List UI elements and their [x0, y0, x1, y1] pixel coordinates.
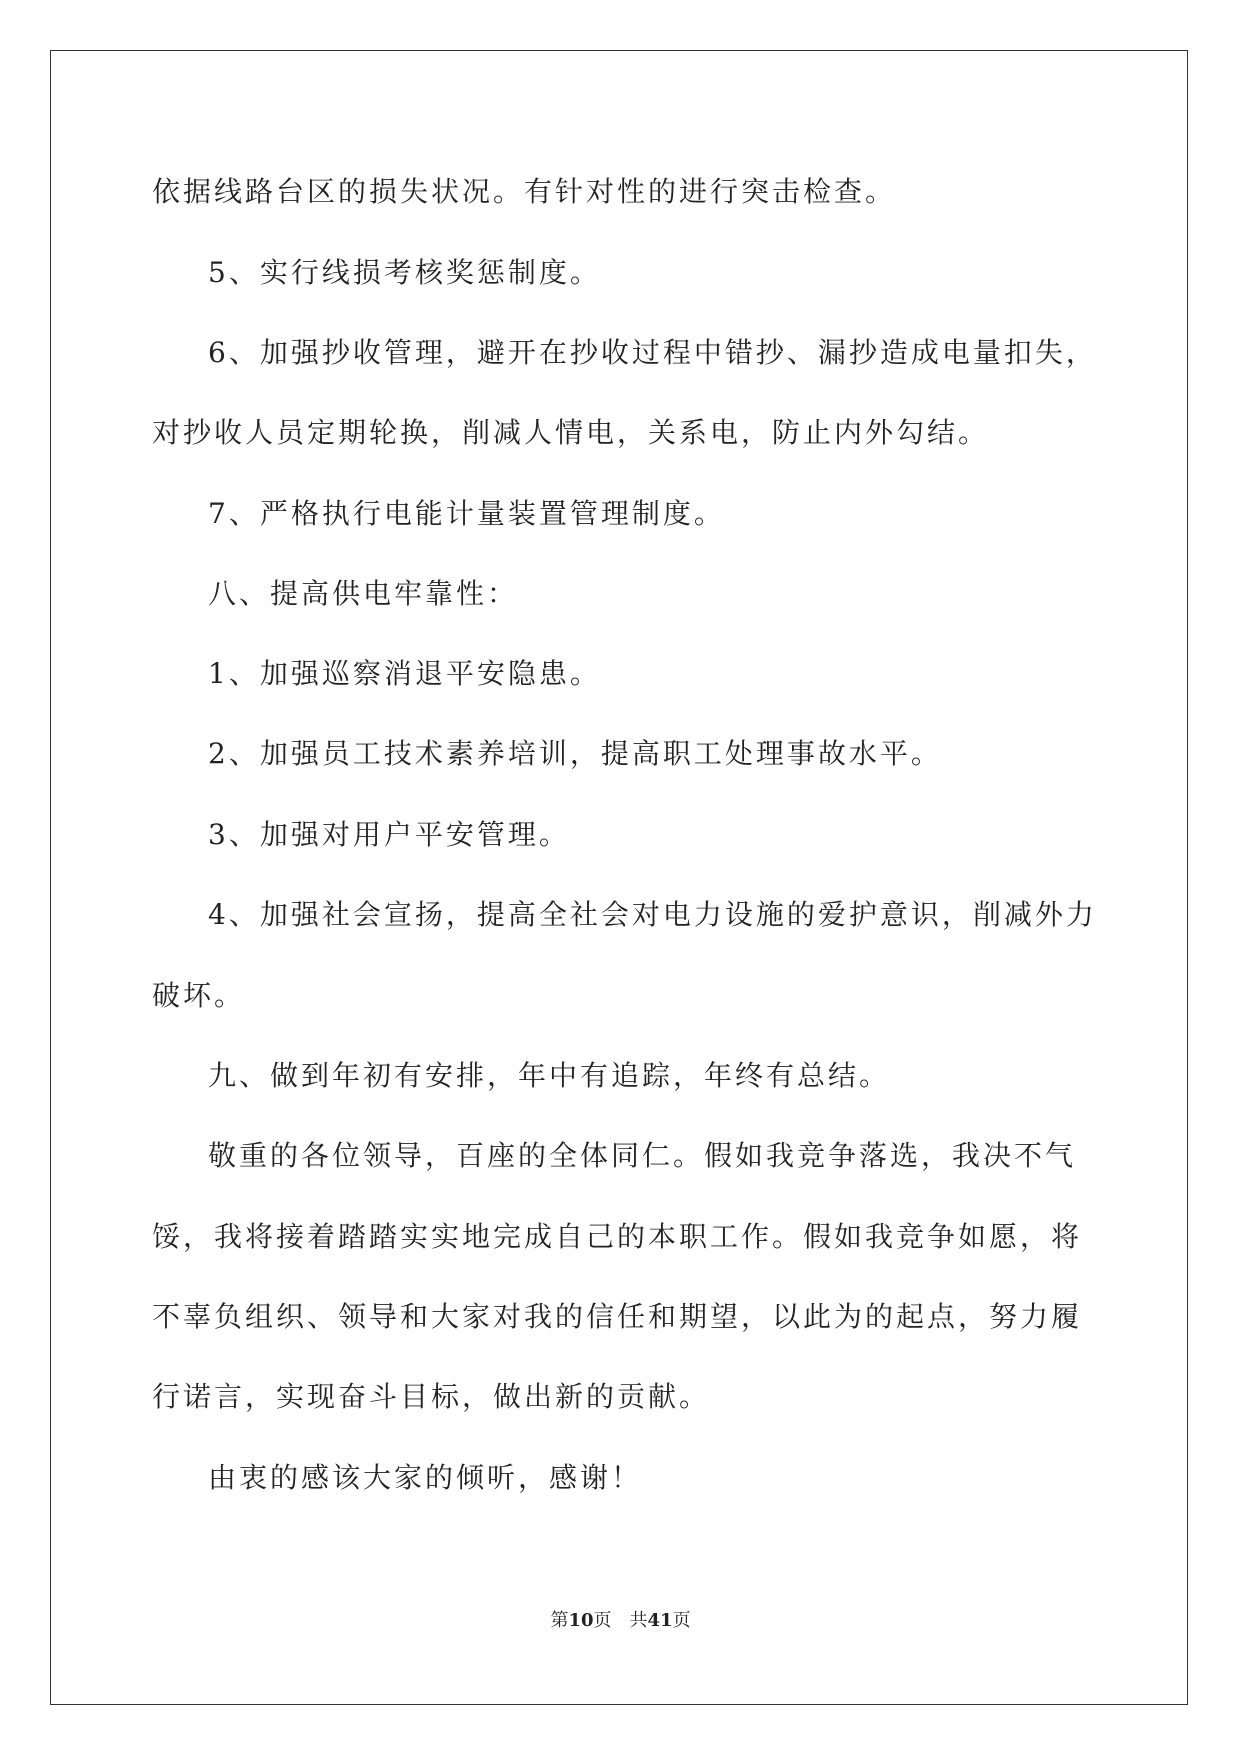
text-line: 1、加强巡察消退平安隐患。: [208, 657, 601, 690]
total-pages: 41: [647, 1610, 673, 1631]
text-line: 5、实行线损考核奖惩制度。: [208, 256, 601, 289]
text-line: 2、加强员工技术素养培训，提高职工处理事故水平。: [208, 737, 942, 770]
text-line: 7、严格执行电能计量装置管理制度。: [208, 497, 725, 530]
section-heading: 八、提高供电牢靠性：: [208, 577, 519, 610]
text-line: 4、加强社会宣扬，提高全社会对电力设施的爱护意识，削减外力: [208, 898, 1097, 931]
text-line: 破坏。: [152, 979, 246, 1012]
text-line: 3、加强对用户平安管理。: [208, 818, 570, 851]
text-line: 由衷的感该大家的倾听，感谢！: [208, 1461, 643, 1494]
page-border: [50, 50, 1188, 1705]
text-line: 行诺言，实现奋斗目标，做出新的贡献。: [152, 1380, 711, 1413]
text-line: 馁，我将接着踏踏实实地完成自己的本职工作。假如我竞争如愿，将: [152, 1220, 1083, 1253]
page-prefix: 第: [550, 1610, 569, 1631]
page-number: 10: [568, 1610, 594, 1631]
text-line: 6、加强抄收管理，避开在抄收过程中错抄、漏抄造成电量扣失，: [208, 336, 1097, 369]
section-heading: 九、做到年初有安排，年中有追踪，年终有总结。: [208, 1059, 891, 1092]
total-prefix: 共: [629, 1610, 648, 1631]
text-line: 敬重的各位领导，百座的全体同仁。假如我竞争落选，我决不气: [208, 1139, 1077, 1172]
page-footer: [0, 1609, 1241, 1633]
page-suffix: 页: [593, 1610, 612, 1631]
text-line: 不辜负组织、领导和大家对我的信任和期望，以此为的起点，努力履: [152, 1300, 1083, 1333]
text-line: 依据线路台区的损失状况。有针对性的进行突击检查。: [152, 175, 897, 208]
total-suffix: 页: [672, 1610, 691, 1631]
text-line: 对抄收人员定期轮换，削减人情电，关系电，防止内外勾结。: [152, 416, 990, 449]
